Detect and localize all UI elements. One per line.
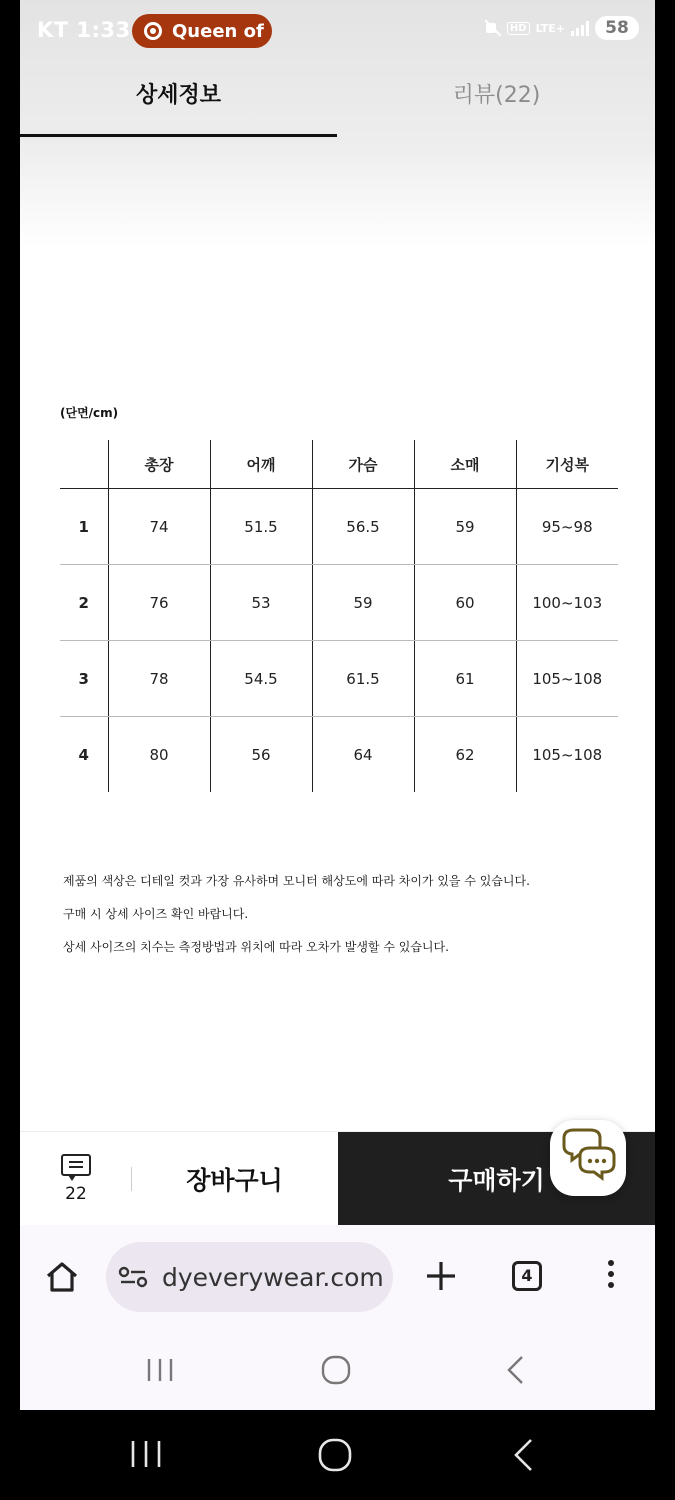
back-icon[interactable] — [505, 1355, 525, 1385]
table-cell: 60 — [414, 565, 516, 641]
screen — [20, 0, 655, 1410]
content-fade — [20, 137, 655, 247]
recent-apps-icon[interactable] — [130, 1439, 162, 1469]
status-icons — [483, 16, 639, 40]
table-cell: 78 — [108, 641, 210, 717]
media-pill-text: Queen of — [172, 20, 264, 42]
table-cell: 95~98 — [516, 489, 618, 565]
comment-icon — [61, 1154, 91, 1176]
table-cell: 74 — [108, 489, 210, 565]
table-row — [60, 717, 618, 793]
new-tab-icon[interactable] — [424, 1259, 458, 1293]
table-row — [60, 641, 618, 717]
system-navigation-bar — [0, 1410, 675, 1500]
table-header-cell: 소매 — [414, 440, 516, 489]
table-cell: 100~103 — [516, 565, 618, 641]
review-count-button[interactable] — [56, 1154, 96, 1204]
table-header-cell: 어깨 — [210, 440, 312, 489]
table-cell: 76 — [108, 565, 210, 641]
table-header-cell: 가슴 — [312, 440, 414, 489]
table-header-cell: 기성복 — [516, 440, 618, 489]
size-chart-table — [60, 440, 618, 792]
carrier-time: KT 1:33 — [37, 18, 131, 42]
address-bar[interactable] — [106, 1242, 393, 1312]
tab-bar — [20, 48, 655, 138]
hd-icon: HD — [507, 22, 530, 35]
table-header-row — [60, 440, 618, 489]
media-pill[interactable] — [132, 14, 272, 48]
site-settings-icon[interactable] — [118, 1265, 148, 1289]
table-header-cell: 총장 — [108, 440, 210, 489]
mute-icon — [483, 19, 501, 37]
notice-text: 제품의 색상은 디테일 컷과 가장 유사하며 모니터 해상도에 따라 차이가 있을 수 있습니다. — [63, 874, 530, 888]
signal-icon — [571, 20, 589, 36]
tab-detail-info[interactable]: 상세정보 — [135, 82, 221, 108]
review-count: 22 — [65, 1184, 87, 1204]
battery-indicator: 58 — [595, 16, 639, 40]
table-cell: 59 — [414, 489, 516, 565]
table-cell: 61 — [414, 641, 516, 717]
table-cell: 56.5 — [312, 489, 414, 565]
table-cell: 105~108 — [516, 717, 618, 793]
more-menu-icon[interactable] — [607, 1260, 615, 1294]
buy-now-button[interactable]: 구매하기 — [338, 1132, 655, 1226]
tab-switcher-button[interactable]: 4 — [512, 1261, 542, 1291]
chat-icon — [550, 1120, 626, 1196]
table-header-cell — [60, 440, 108, 489]
size-unit-label: (단면/cm) — [60, 406, 119, 420]
table-row — [60, 565, 618, 641]
browser-toolbar — [20, 1225, 655, 1330]
table-cell: 61.5 — [312, 641, 414, 717]
table-cell: 59 — [312, 565, 414, 641]
inner-navigation-bar — [20, 1330, 655, 1410]
size-label-cell: 3 — [60, 641, 108, 717]
table-cell: 54.5 — [210, 641, 312, 717]
home-icon[interactable] — [44, 1259, 80, 1295]
home-nav-icon[interactable] — [321, 1355, 351, 1385]
size-label-cell: 1 — [60, 489, 108, 565]
table-row — [60, 489, 618, 565]
top-area — [20, 0, 655, 137]
home-nav-icon[interactable] — [318, 1438, 352, 1472]
table-cell: 64 — [312, 717, 414, 793]
tab-reviews[interactable]: 리뷰(22) — [452, 82, 541, 108]
table-cell: 105~108 — [516, 641, 618, 717]
table-cell: 62 — [414, 717, 516, 793]
media-record-icon — [144, 22, 162, 40]
floating-chat-button[interactable] — [550, 1120, 626, 1196]
table-cell: 53 — [210, 565, 312, 641]
size-label-cell: 4 — [78, 745, 89, 764]
add-to-cart-button[interactable]: 장바구니 — [186, 1166, 283, 1195]
size-label-cell: 2 — [60, 565, 108, 641]
url-text: dyeverywear.com — [162, 1262, 384, 1292]
table-cell: 80 — [108, 717, 210, 793]
notice-text: 상세 사이즈의 치수는 측정방법과 위치에 따라 오차가 발생할 수 있습니다. — [63, 940, 449, 954]
network-label: LTE+ — [535, 21, 565, 35]
table-cell: 56 — [210, 717, 312, 793]
status-bar — [20, 0, 655, 48]
notice-text: 구매 시 상세 사이즈 확인 바랍니다. — [63, 907, 249, 921]
table-cell: 51.5 — [210, 489, 312, 565]
recent-apps-icon[interactable] — [146, 1357, 174, 1383]
back-icon[interactable] — [512, 1438, 534, 1472]
